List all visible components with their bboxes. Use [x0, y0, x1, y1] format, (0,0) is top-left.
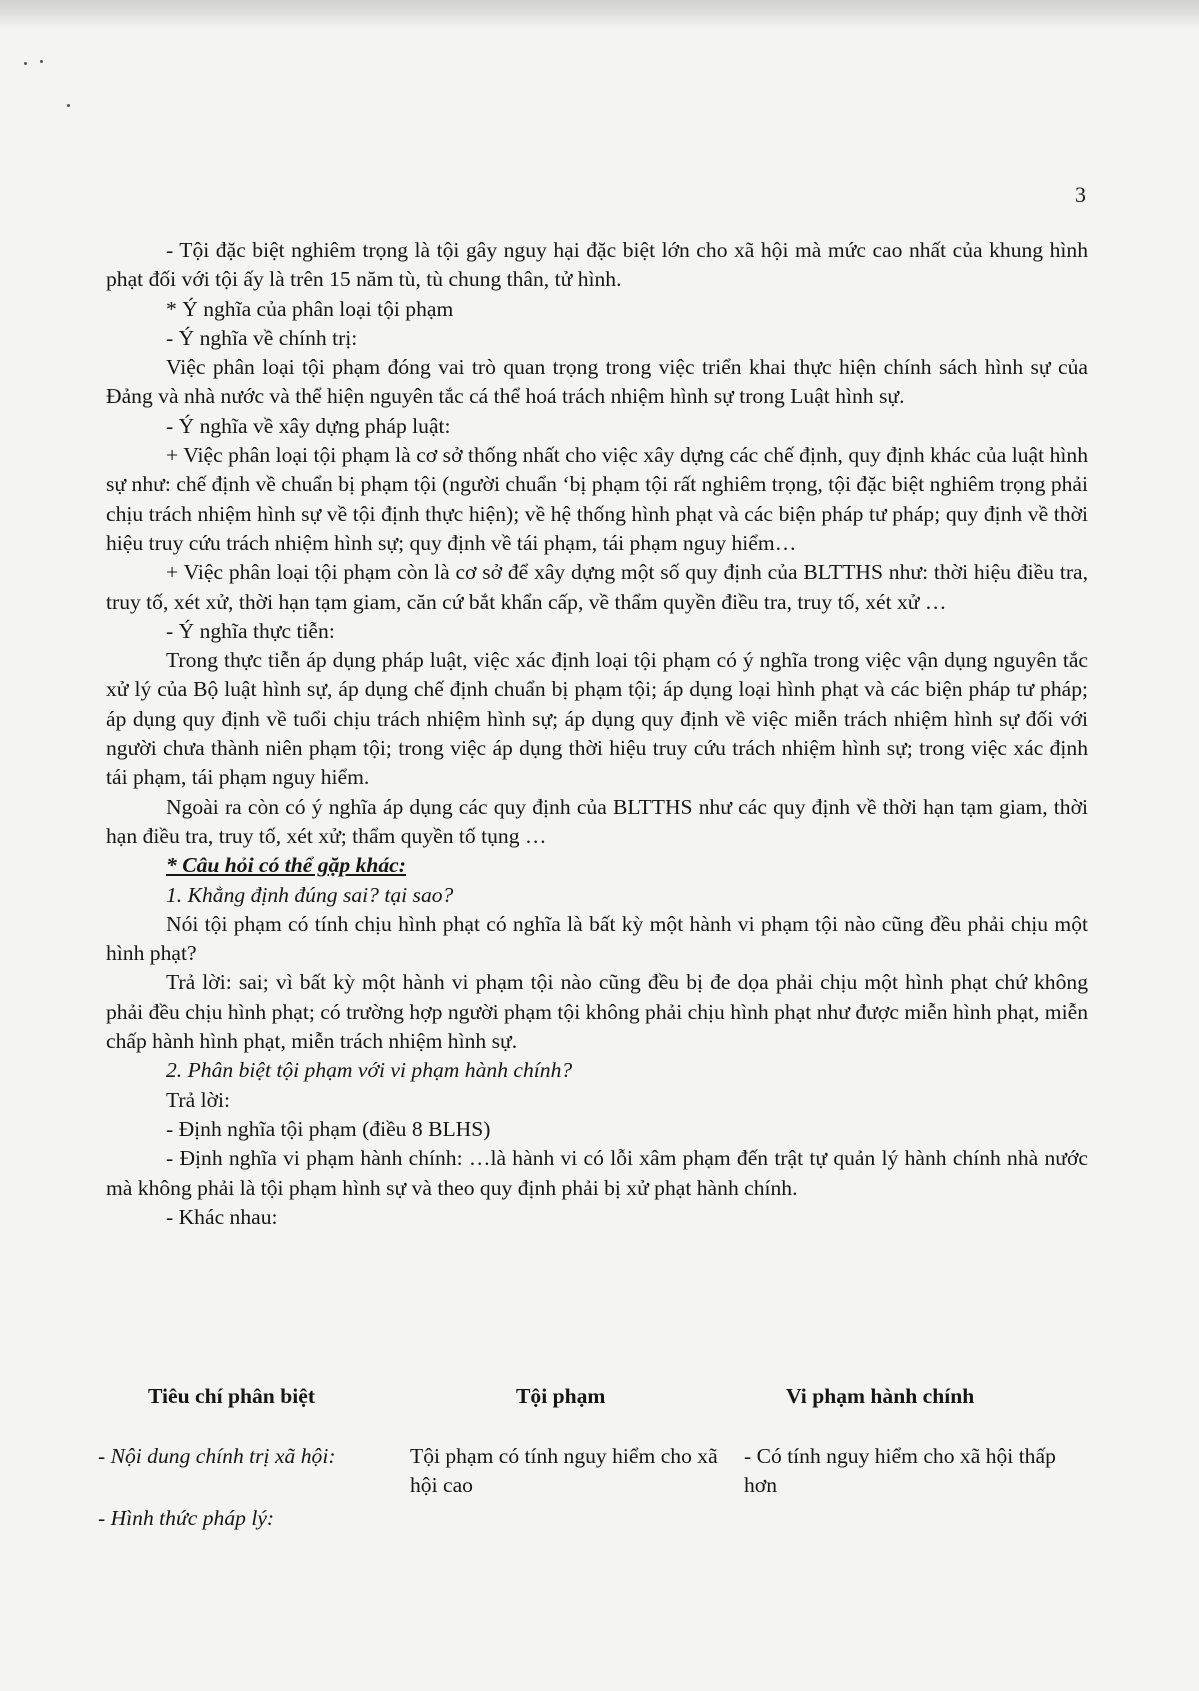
paragraph: Nói tội phạm có tính chịu hình phạt có nghĩa là bất kỳ một hành vi phạm tội nào cũng đều phải chịu một hình phạt? — [106, 911, 1088, 966]
paragraph: Ngoài ra còn có ý nghĩa áp dụng các quy định của BLTTHS như các quy định về thời hạn tạm giam, thời hạn điều tra, truy tố, xét xử; thẩm quyền tố tụng … — [106, 794, 1088, 848]
table-cell-criterion: - Nội dung chính trị xã hội: — [98, 1444, 336, 1468]
table-cell-admin-violation: - Có tính nguy hiểm cho xã hội thấp hơn — [744, 1444, 1056, 1497]
scan-speck — [40, 60, 43, 63]
paragraph: Trả lời: — [166, 1087, 231, 1112]
paragraph: Trả lời: sai; vì bất kỳ một hành vi phạm tội nào cũng đều bị đe dọa phải chịu một hình phạt chứ không phải đều chịu hình phạt; có trường hợp người phạm tội không phải chịu hình phạt như được miễn hình phạt, miễn chấp hành hình phạt, miễn trách nhiệm hình sự. — [106, 970, 1088, 1054]
paragraph: - Ý nghĩa về chính trị: — [166, 325, 358, 350]
question-title: 1. Khẳng định đúng sai? tại sao? — [166, 882, 454, 907]
paragraph: - Khác nhau: — [166, 1204, 278, 1229]
section-heading: * Câu hỏi có thể gặp khác: — [166, 853, 406, 878]
page-number: 3 — [1075, 182, 1086, 207]
paragraph: - Định nghĩa vi phạm hành chính: …là hành vi có lỗi xâm phạm đến trật tự quản lý hành chính nhà nước mà không phải là tội phạm hình sự và theo quy định phải bị xử phạt hành chính. — [106, 1146, 1088, 1200]
table-header-admin-violation: Vi phạm hành chính — [786, 1384, 975, 1408]
paragraph: Trong thực tiễn áp dụng pháp luật, việc xác định loại tội phạm có ý nghĩa trong việc vận dụng nguyên tắc xử lý của Bộ luật hình sự, áp dụng chế định chuẩn bị phạm tội; áp dụng loại hình phạt và các biện pháp tư pháp; áp dụng quy định về tuổi chịu trách nhiệm hình sự; áp dụng quy định về việc miễn trách nhiệm hình sự đối với người chưa thành niên phạm tội; trong việc áp dụng thời hiệu truy cứu trách nhiệm hình sự; trong việc xác định tái phạm, tái phạm nguy hiểm. — [106, 648, 1088, 790]
table-cell-crime: Tội phạm có tính nguy hiểm cho xã hội cao — [410, 1444, 718, 1497]
paragraph: * Ý nghĩa của phân loại tội phạm — [166, 296, 454, 321]
paragraph: - Ý nghĩa về xây dựng pháp luật: — [166, 413, 451, 438]
table-cell-criterion: - Hình thức pháp lý: — [98, 1506, 275, 1530]
scan-speck — [67, 104, 70, 107]
paragraph: + Việc phân loại tội phạm còn là cơ sở để xây dựng một số quy định của BLTTHS như: thời hiệu điều tra, truy tố, xét xử, thời hạn tạm giam, căn cứ bắt khẩn cấp, về thẩm quyền điều tra, truy tố, xét xử … — [106, 560, 1088, 614]
question-title: 2. Phân biệt tội phạm với vi phạm hành chính? — [166, 1058, 573, 1083]
paragraph: - Ý nghĩa thực tiễn: — [166, 618, 335, 643]
scan-speck — [24, 62, 27, 65]
table-header-crime: Tội phạm — [516, 1384, 606, 1408]
paragraph: - Định nghĩa tội phạm (điều 8 BLHS) — [166, 1116, 491, 1141]
document-body — [106, 236, 1088, 1232]
paragraph: + Việc phân loại tội phạm là cơ sở thống nhất cho việc xây dựng các chế định, quy định khác của luật hình sự như: chế định về chuẩn bị phạm tội (người chuẩn ‘bị phạm tội rất nghiêm trọng, tội đặc biệt nghiêm trọng phải chịu trách nhiệm hình sự về tội định thực hiện); về hệ thống hình phạt và các biện pháp tư pháp; quy định về thời hiệu truy cứu trách nhiệm hình sự; quy định về tái phạm, tái phạm nguy hiểm… — [106, 443, 1088, 555]
scan-shadow — [0, 0, 1199, 30]
paragraph: - Tội đặc biệt nghiêm trọng là tội gây nguy hại đặc biệt lớn cho xã hội mà mức cao nhất của khung hình phạt đối với tội ấy là trên 15 năm tù, tù chung thân, tử hình. — [106, 238, 1088, 292]
paragraph: Việc phân loại tội phạm đóng vai trò quan trọng trong việc triển khai thực hiện chính sách hình sự của Đảng và nhà nước và thể hiện nguyên tắc cá thể hoá trách nhiệm hình sự trong Luật hình sự. — [106, 355, 1088, 409]
table-header-criterion: Tiêu chí phân biệt — [148, 1384, 316, 1408]
